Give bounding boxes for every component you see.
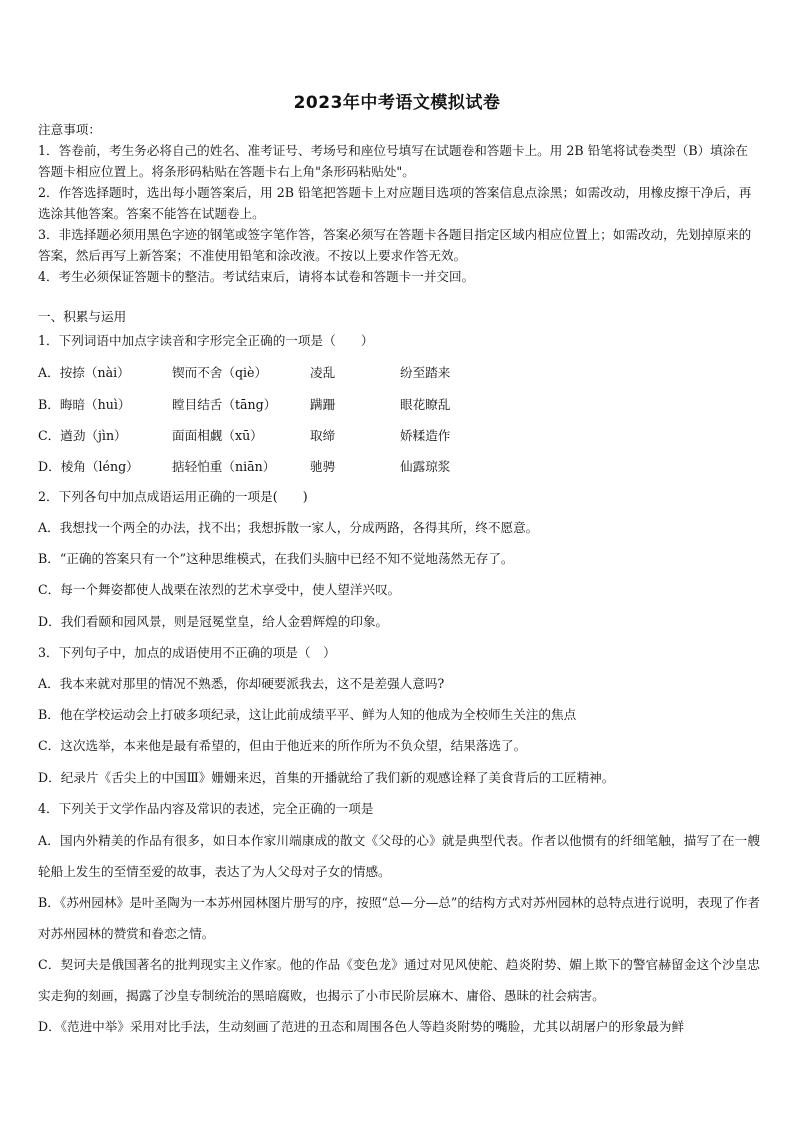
q1-row-a [38,362,760,382]
q1-stem: 1．下列词语中加点字读音和字形完全正确的一项是（ ） [38,333,374,348]
q2-option-c: C．每一个舞姿都使人战栗在浓烈的艺术享受中，使人望洋兴叹。 [38,582,401,597]
q1-b-3: 蹒跚 [310,397,336,412]
q1-d-1: D．棱角（léng） [38,459,139,474]
q1-d-4: 仙露琼浆 [400,459,451,474]
q1-d-3: 驰骋 [310,459,336,474]
q3-stem: 3．下列句子中，加点的成语使用不正确的项是（ ） [38,645,336,660]
notes-item-3: 3．非选择题必须用黑色字迹的钢笔或签字笔作答，答案必须写在答题卡各题目指定区域内相应位置上；如需改动，先划掉原来的答案，然后再写上新答案；不准使用铅笔和涂改液。不按以上要求作答无效。 [38,227,752,263]
q3-option-b: B．他在学校运动会上打破多项纪录，这让此前成绩平平、鲜为人知的他成为全校师生关注的焦点 [38,707,577,722]
q1-b-2: 瞠目结舌（tāng） [172,397,277,412]
q1-b-1: B．晦暗（huì） [38,397,131,412]
notes-block [38,119,760,287]
q3-option-d: D．纪录片《舌尖上的中国Ⅲ》姗姗来迟，首集的开播就给了我们新的观感诠释了美食背后的工匠精神。 [38,770,615,785]
q4-option-c: C．契诃夫是俄国著名的批判现实主义作家。他的作品《变色龙》通过对见风使舵、趋炎附势、媚上欺下的警官赫留金这个沙皇忠实走狗的刻画，揭露了沙皇专制统治的黑暗腐败，也揭示了小市民阶层麻木、庸俗、愚昧的社会病害。 [38,957,760,1003]
notes-item-1: 1．答卷前，考生务必将自己的姓名、准考证号、考场号和座位号填写在试题卷和答题卡上。用 2B 铅笔将试卷类型（B）填涂在答题卡相应位置上。将条形码粘贴在答题卡右上角"条形码粘贴处"。 [38,143,749,179]
q2-option-a: A．我想找一个两全的办法，找不出；我想拆散一家人，分成两路，各得其所，终不愿意。 [38,520,539,535]
q1-row-b [38,394,760,414]
q1-a-3: 凌乱 [310,365,336,380]
page-title: 2023年中考语文模拟试卷 [293,93,501,113]
q2-stem: 2．下列各句中加点成语运用正确的一项是( ) [38,489,308,504]
q1-b-4: 眼花瞭乱 [400,397,451,412]
q1-a-1: A．按捺（nài） [38,365,130,380]
q2-option-b: B．“正确的答案只有一个”这种思维模式，在我们头脑中已经不知不觉地荡然无存了。 [38,551,514,566]
q2-option-d: D．我们看颐和园风景，则是冠冕堂皇，给人金碧辉煌的印象。 [38,614,389,629]
q1-c-2: 面面相觑（xū） [172,428,263,443]
q1-row-c [38,425,760,445]
q1-a-4: 纷至踏来 [400,365,451,380]
q4-stem: 4．下列关于文学作品内容及常识的表述，完全正确的一项是 [38,801,374,816]
q1-d-2: 掂轻怕重（niān） [172,459,276,474]
q1-c-3: 取缔 [310,428,336,443]
q4-option-d: D．《范进中举》采用对比手法，生动刻画了范进的丑态和周围各色人等趋炎附势的嘴脸，尤其以胡屠户的形象最为鲜 [38,1019,685,1034]
q4-option-a: A．国内外精美的作品有很多，如日本作家川端康成的散文《父母的心》就是典型代表。作者以他惯有的纤细笔触，描写了在一艘轮船上发生的至情至爱的故事，表达了为人父母对子女的情感。 [38,833,760,879]
notes-item-4: 4．考生必须保证答题卡的整洁。考试结束后，请将本试卷和答题卡一并交回。 [38,269,475,284]
q3-option-a: A．我本来就对那里的情况不熟悉，你却硬要派我去，这不是差强人意吗? [38,676,445,691]
q3-option-c: C．这次选举，本来他是最有希望的，但由于他近来的所作所为不负众望，结果落选了。 [38,738,527,753]
notes-item-2: 2．作答选择题时，选出每小题答案后，用 2B 铅笔把答题卡上对应题目选项的答案信息点涂黑；如需改动，用橡皮擦干净后，再选涂其他答案。答案不能答在试题卷上。 [38,185,752,221]
q4-option-b: B．《苏州园林》是叶圣陶为一本苏州园林图片册写的序，按照“总—分—总”的结构方式对苏州园林的总特点进行说明，表现了作者对苏州园林的赞赏和眷恋之情。 [38,895,760,941]
q1-a-2: 锲而不舍（qiè） [172,365,268,380]
section-heading: 一、积累与运用 [38,309,127,324]
notes-heading: 注意事项： [38,122,101,137]
q1-c-4: 娇糅造作 [400,428,451,443]
q1-c-1: C．遒劲（jìn） [38,428,127,443]
q1-row-d [38,456,760,476]
